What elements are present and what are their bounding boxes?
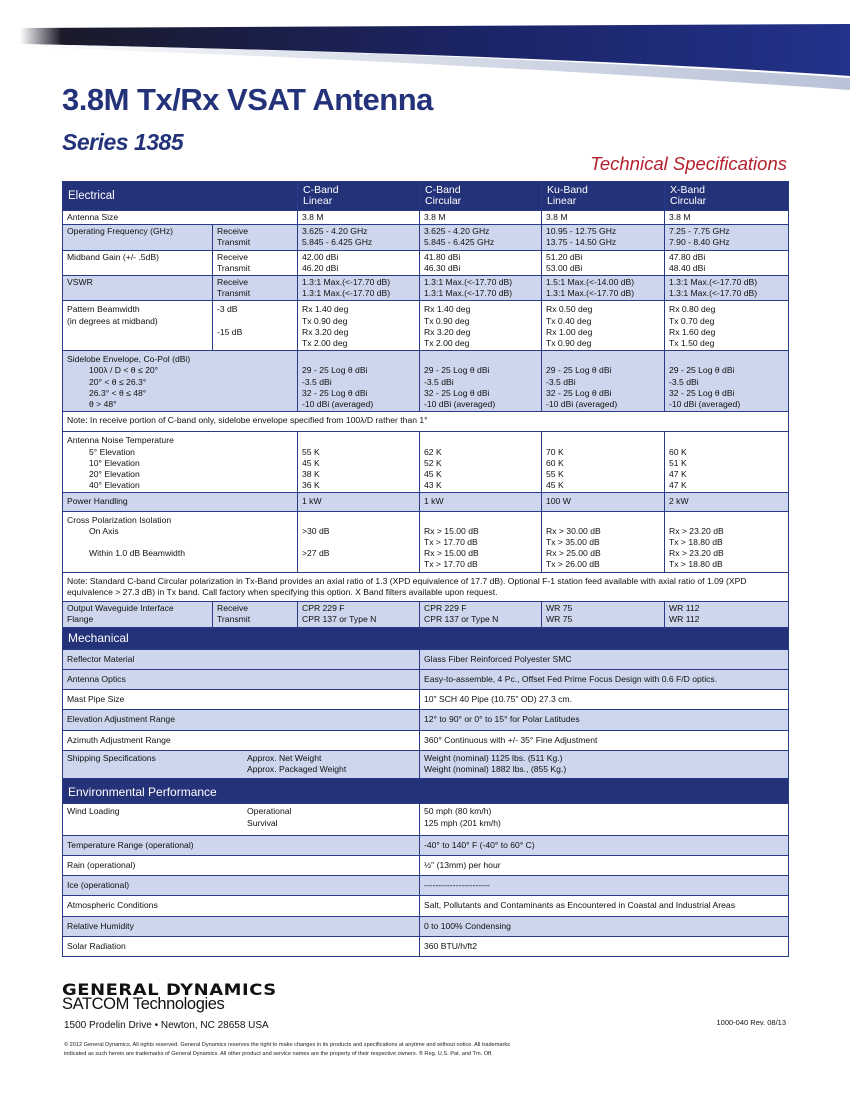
row-sublabel: Receive Transmit	[213, 225, 298, 250]
cell: 1.3:1 Max.(<-17.70 dB) 1.3:1 Max.(<-17.70 dB)	[665, 276, 789, 301]
company-address: 1500 Prodelin Drive • Newton, NC 28658 USA	[64, 1020, 269, 1031]
cell: CPR 229 F CPR 137 or Type N	[420, 602, 542, 627]
cell: Rx > 30.00 dB Tx > 35.00 dB Rx > 25.00 dB Tx > 26.00 dB	[542, 511, 665, 572]
cell: 47.80 dBi 48.40 dBi	[665, 250, 789, 275]
cell: 62 K 52 K 45 K 43 K	[420, 432, 542, 493]
general-dynamics-logo: GENERAL DYNAMICS	[62, 980, 277, 999]
electrical-section-label: Electrical	[63, 182, 298, 211]
cell: 1 kW	[298, 493, 420, 511]
row-sublabel: Receive Transmit	[213, 602, 298, 627]
cell: 29 - 25 Log θ dBi -3.5 dBi 32 - 25 Log θ dBi -10 dBi (averaged)	[542, 351, 665, 412]
cell: 12° to 90° or 0° to 15° for Polar Latitudes	[420, 710, 789, 730]
cell: -----------------------	[420, 876, 789, 896]
cell: Salt, Pollutants and Contaminants as Encountered in Coastal and Industrial Areas	[420, 896, 789, 916]
cell: 3.8 M	[420, 211, 542, 225]
cell: 3.8 M	[298, 211, 420, 225]
row-label: Operating Frequency (GHz)	[63, 225, 213, 250]
cell: 70 K 60 K 55 K 45 K	[542, 432, 665, 493]
cell: Rx > 15.00 dB Tx > 17.70 dB Rx > 15.00 dB Tx > 17.70 dB	[420, 511, 542, 572]
row-label: Azimuth Adjustment Range	[63, 730, 420, 750]
row-label: Output Waveguide Interface Flange	[63, 602, 213, 627]
cell: 51.20 dBi 53.00 dBi	[542, 250, 665, 275]
table-row	[63, 211, 789, 225]
cell: 3.8 M	[542, 211, 665, 225]
table-row	[63, 876, 789, 896]
table-row	[63, 276, 789, 301]
row-label: Antenna Optics	[63, 669, 420, 689]
cell: 29 - 25 Log θ dBi -3.5 dBi 32 - 25 Log θ dBi -10 dBi (averaged)	[665, 351, 789, 412]
column-header: C-Band Linear	[298, 182, 420, 211]
row-label: Power Handling	[63, 493, 298, 511]
row-label: Shipping Specifications Approx. Net Weight Approx. Packaged Weight	[63, 750, 420, 778]
header-swoosh-graphic	[0, 0, 850, 90]
cell: 1.5:1 Max.(<-14.00 dB) 1.3:1 Max.(<-17.70 dB)	[542, 276, 665, 301]
cell: 360° Continuous with +/- 35° Fine Adjustment	[420, 730, 789, 750]
cell: WR 75 WR 75	[542, 602, 665, 627]
environmental-header-row	[63, 779, 789, 804]
cell: Rx 1.40 deg Tx 0.90 deg Rx 3.20 deg Tx 2.00 deg	[420, 301, 542, 351]
row-label: VSWR	[63, 276, 213, 301]
row-label: Antenna Size	[63, 211, 298, 225]
row-label: Solar Radiation	[63, 936, 420, 956]
sidelobe-note: Note: In receive portion of C-band only, sidelobe envelope specified from 100λ/D rather than 1°	[63, 412, 789, 432]
cell: Weight (nominal) 1125 lbs. (511 Kg.) Weight (nominal) 1882 lbs., (855 Kg.)	[420, 750, 789, 778]
cell: 60 K 51 K 47 K 47 K	[665, 432, 789, 493]
cell: ½" (13mm) per hour	[420, 855, 789, 875]
table-row	[63, 896, 789, 916]
column-header: C-Band Circular	[420, 182, 542, 211]
row-label: Atmospheric Conditions	[63, 896, 420, 916]
table-row	[63, 225, 789, 250]
row-label: Midband Gain (+/- .5dB)	[63, 250, 213, 275]
polarization-note: Note: Standard C-band Circular polarization in Tx-Band provides an axial ratio of 1.3 (XPD equivalence of 17.7 dB). Optional F-1 station feed available with axial ratio of 1.09 (XPD equivalence > 27.3 dB) in Tx band. Call factory when specifying this option. X Band filters available upon request.	[63, 572, 789, 601]
row-label: Relative Humidity	[63, 916, 420, 936]
cell: 42.00 dBi 46.20 dBi	[298, 250, 420, 275]
row-label: Wind Loading Operational Survival	[63, 804, 420, 835]
cell: 41.80 dBi 46.30 dBi	[420, 250, 542, 275]
row-label: Temperature Range (operational)	[63, 835, 420, 855]
table-row	[63, 855, 789, 875]
cell: 50 mph (80 km/h) 125 mph (201 km/h)	[420, 804, 789, 835]
row-label: Elevation Adjustment Range	[63, 710, 420, 730]
cell: 1.3:1 Max.(<-17.70 dB) 1.3:1 Max.(<-17.70 dB)	[298, 276, 420, 301]
page-title: 3.8M Tx/Rx VSAT Antenna	[62, 82, 433, 117]
row-sublabel: Receive Transmit	[213, 250, 298, 275]
cell: Rx 1.40 deg Tx 0.90 deg Rx 3.20 deg Tx 2.00 deg	[298, 301, 420, 351]
cell: >30 dB >27 dB	[298, 511, 420, 572]
table-row	[63, 412, 789, 432]
table-row	[63, 301, 789, 351]
row-sublabel: Receive Transmit	[213, 276, 298, 301]
row-sublabel: -3 dB -15 dB	[213, 301, 298, 351]
table-row	[63, 916, 789, 936]
cell: Rx 0.50 deg Tx 0.40 deg Rx 1.00 deg Tx 0.90 deg	[542, 301, 665, 351]
cell: WR 112 WR 112	[665, 602, 789, 627]
series-subtitle: Series 1385	[62, 129, 184, 155]
document-number: 1000-040 Rev. 08/13	[716, 1018, 786, 1027]
cell: 100 W	[542, 493, 665, 511]
row-label: Reflector Material	[63, 649, 420, 669]
row-label: Cross Polarization Isolation On Axis Within 1.0 dB Beamwidth	[63, 511, 298, 572]
cell: CPR 229 F CPR 137 or Type N	[298, 602, 420, 627]
environmental-section-label: Environmental Performance	[63, 779, 789, 804]
cell: 10.95 - 12.75 GHz 13.75 - 14.50 GHz	[542, 225, 665, 250]
table-row	[63, 710, 789, 730]
column-header: X-Band Circular	[665, 182, 789, 211]
cell: 3.625 - 4.20 GHz 5.845 - 6.425 GHz	[420, 225, 542, 250]
table-row	[63, 572, 789, 601]
cell: 7.25 - 7.75 GHz 7.90 - 8.40 GHz	[665, 225, 789, 250]
table-row	[63, 669, 789, 689]
cell: 3.8 M	[665, 211, 789, 225]
cell: Rx > 23.20 dB Tx > 18.80 dB Rx > 23.20 dB Tx > 18.80 dB	[665, 511, 789, 572]
column-header: Ku-Band Linear	[542, 182, 665, 211]
technical-specifications-heading: Technical Specifications	[590, 153, 787, 174]
cell: -40° to 140° F (-40° to 60° C)	[420, 835, 789, 855]
cell: 1.3:1 Max.(<-17.70 dB) 1.3:1 Max.(<-17.70 dB)	[420, 276, 542, 301]
mechanical-section-label: Mechanical	[63, 627, 789, 649]
mechanical-header-row	[63, 627, 789, 649]
table-row	[63, 936, 789, 956]
table-row	[63, 750, 789, 778]
table-row	[63, 493, 789, 511]
satcom-technologies-logo: SATCOM Technologies	[62, 995, 225, 1013]
cell: 0 to 100% Condensing	[420, 916, 789, 936]
electrical-header-row	[63, 182, 789, 211]
row-label: Sidelobe Envelope, Co-Pol (dBi) 100λ / D < θ ≤ 20° 20° < θ ≤ 26.3° 26.3° < θ ≤ 48° θ > 48°	[63, 351, 298, 412]
row-label: Antenna Noise Temperature 5° Elevation 10° Elevation 20° Elevation 40° Elevation	[63, 432, 298, 493]
cell: Glass Fiber Reinforced Polyester SMC	[420, 649, 789, 669]
table-row	[63, 351, 789, 412]
row-label: Pattern Beamwidth (in degrees at midband)	[63, 301, 213, 351]
cell: Easy-to-assemble, 4 Pc., Offset Fed Prime Focus Design with 0.6 F/D optics.	[420, 669, 789, 689]
cell: 10" SCH 40 Pipe (10.75" OD) 27.3 cm.	[420, 690, 789, 710]
legal-notice: © 2012 General Dynamics. All rights reserved. General Dynamics reserves the right to make changes in its products and specifications at anytime and without notice. All trademarks indicated as such herein are trademarks of General Dynamics. All other product and service names are the property of their respective owners. ® Reg. U.S. Pat. and Tm. Off.	[64, 1042, 510, 1057]
cell: Rx 0.80 deg Tx 0.70 deg Rx 1.60 deg Tx 1.50 deg	[665, 301, 789, 351]
cell: 55 K 45 K 38 K 36 K	[298, 432, 420, 493]
row-label: Mast Pipe Size	[63, 690, 420, 710]
table-row	[63, 835, 789, 855]
table-row	[63, 649, 789, 669]
cell: 1 kW	[420, 493, 542, 511]
table-row	[63, 690, 789, 710]
table-row	[63, 602, 789, 627]
table-row	[63, 511, 789, 572]
cell: 29 - 25 Log θ dBi -3.5 dBi 32 - 25 Log θ dBi -10 dBi (averaged)	[420, 351, 542, 412]
cell: 3.625 - 4.20 GHz 5.845 - 6.425 GHz	[298, 225, 420, 250]
cell: 2 kW	[665, 493, 789, 511]
specifications-table	[62, 181, 789, 957]
cell: 29 - 25 Log θ dBi -3.5 dBi 32 - 25 Log θ dBi -10 dBi (averaged)	[298, 351, 420, 412]
table-row	[63, 432, 789, 493]
cell: 360 BTU/h/ft2	[420, 936, 789, 956]
table-row	[63, 730, 789, 750]
row-label: Rain (operational)	[63, 855, 420, 875]
table-row	[63, 250, 789, 275]
row-label: Ice (operational)	[63, 876, 420, 896]
table-row	[63, 804, 789, 835]
